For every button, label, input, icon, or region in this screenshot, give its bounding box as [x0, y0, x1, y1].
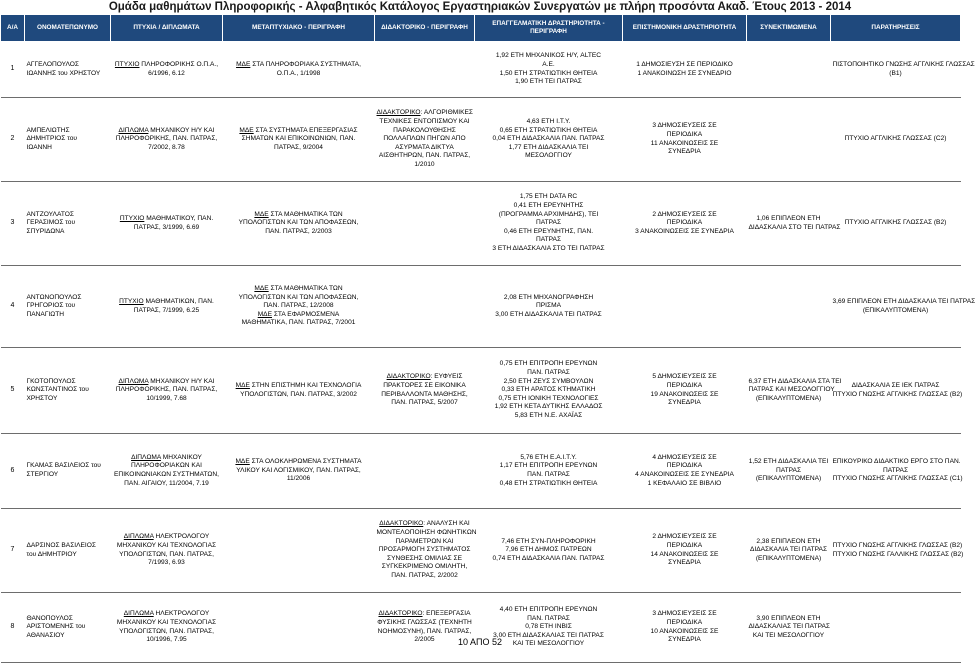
professional-line: ΜΕΣΟΛΟΓΓΙΟΥ: [525, 152, 572, 160]
masters-line: ΠΑΤΡΑΣ, 9/2004: [274, 143, 323, 151]
cell-scientific: [623, 266, 747, 348]
masters-line: ΜΔΕ ΣΤΗΝ ΕΠΙΣΤΗΜΗ ΚΑΙ ΤΕΧΝΟΛΟΓΙΑ: [235, 381, 362, 389]
phd-line: ΔΙΔΑΚΤΟΡΙΚΟ: ΑΝΑΛΥΣΗ ΚΑΙ: [379, 520, 470, 528]
qualifier-keyword: ΜΔΕ: [239, 126, 254, 134]
degrees-line: ΔΙΠΛΩΜΑ ΜΗΧΑΝΙΚΟΥ Η/Υ ΚΑΙ: [118, 126, 215, 134]
cell-professional: [475, 593, 623, 663]
qualifier-keyword: ΔΙΠΛΩΜΑ: [123, 533, 154, 541]
cell-degrees: [111, 98, 223, 182]
degrees-line: ΔΙΠΛΩΜΑ ΗΛΕΚΤΡΟΛΟΓΟΥ: [123, 533, 210, 541]
name-line: ΚΩΝΣΤΑΝΤΙΝΟΣ του: [26, 386, 89, 394]
qualifier-keyword: ΔΙΔΑΚΤΟΡΙΚΟ: [378, 610, 423, 618]
remarks-line: ΠΙΣΤΟΠΟΙΗΤΙΚΟ ΓΝΩΣΗΣ ΑΓΓΛΙΚΗΣ ΓΛΩΣΣΑΣ: [832, 60, 975, 68]
masters-line: ΜΔΕ ΣΤΑ ΜΑΘΗΜΑΤΙΚΑ ΤΩΝ: [254, 210, 343, 218]
scientific-line: 4 ΑΝΑΚΟΙΝΩΣΕΙΣ ΣΕ ΣΥΝΕΔΡΙΑ: [635, 471, 734, 478]
qualifier-keyword: ΜΔΕ: [257, 310, 272, 318]
qualifier-keyword: ΜΔΕ: [235, 458, 250, 466]
cell-phd: [375, 42, 475, 98]
scientific-line: ΣΥΝΕΔΡΙΑ: [668, 559, 701, 567]
remarks-line: ΕΠΙΚΟΥΡΙΚΟ ΔΙΔΑΚΤΙΚΟ ΕΡΓΟ ΣΤΟ ΠΑΝ.: [832, 458, 961, 466]
row-number: 5: [1, 348, 25, 434]
degrees-line: ΥΠΟΛΟΓΙΣΤΩΝ, ΠΑΝ. ΠΑΤΡΑΣ,: [119, 550, 214, 558]
cell-remarks: [831, 348, 961, 434]
cell-professional: [475, 434, 623, 509]
degrees-line: 10/1999, 7.68: [146, 394, 187, 402]
professional-line: ΠΑΝ. ΠΑΤΡΑΣ: [527, 614, 570, 622]
cell-masters: [223, 509, 375, 593]
professional-line: 1,92 ΕΤΗ ΜΗΧΑΝΙΚΟΣ Η/Υ, ALTEC: [495, 52, 602, 60]
degrees-line: ΠΤΥΧΙΟ ΠΛΗΡΟΦΟΡΙΚΗΣ Ο.Π.Α.,: [114, 60, 219, 68]
remarks-line: ΔΙΔΑΣΚΑΛΙΑ ΣΕ ΙΕΚ ΠΑΤΡΑΣ: [851, 381, 940, 389]
remarks-line: ΠΤΥΧΙΟ ΑΓΓΛΙΚΗΣ ΓΛΩΣΣΑΣ (Β2): [844, 219, 947, 227]
professional-line: 0,33 ΕΤΗ ΑΡΑΤΟΣ ΚΤΗΜΑΤΙΚΗ: [501, 386, 596, 394]
assessed-line: 2,38 ΕΠΙΠΛΕΟΝ ΕΤΗ: [756, 537, 821, 545]
masters-line: ΣΗΜΑΤΩΝ ΚΑΙ ΕΠΙΚΟΙΝΩΝΙΩΝ, ΠΑΝ.: [241, 135, 356, 143]
page-number: 10 ΑΠΟ 52: [457, 637, 503, 647]
professional-line: 0,78 ΕΤΗ ΙΝΒΙΣ: [525, 623, 572, 631]
professional-line: 0,48 ΕΤΗ ΣΤΡΑΤΙΩΤΙΚΗ ΘΗΤΕΙΑ: [499, 479, 598, 487]
header-cell-degrees: ΠΤΥΧΙΑ / ΔΙΠΛΩΜΑΤΑ: [111, 15, 223, 42]
qualifier-keyword: ΜΔΕ: [254, 210, 269, 218]
cell-degrees: [111, 593, 223, 663]
masters-line: ΥΠΟΛΟΓΙΣΤΩΝ ΚΑΙ ΤΩΝ ΑΠΟΦΑΣΕΩΝ,: [238, 293, 359, 301]
table-row: [1, 348, 961, 434]
cell-masters: [223, 593, 375, 663]
scientific-line: ΣΥΝΕΔΡΙΑ: [668, 148, 701, 156]
degrees-line: ΔΙΠΛΩΜΑ ΜΗΧΑΝΙΚΟΥ: [131, 453, 202, 461]
qualifier-keyword: ΔΙΠΛΩΜΑ: [123, 610, 154, 618]
name-line: ΑΝΤΩΝΟΠΟΥΛΟΣ: [26, 293, 82, 301]
qualifier-keyword: ΜΔΕ: [236, 60, 251, 68]
degrees-line: ΔΙΠΛΩΜΑ ΗΛΕΚΤΡΟΛΟΓΟΥ: [123, 610, 210, 618]
qualifier-keyword: ΠΤΥΧΙΟ: [119, 214, 145, 222]
phd-line: ΑΙΣΘΗΤΗΡΩΝ, ΠΑΝ. ΠΑΤΡΑΣ,: [378, 152, 471, 160]
remarks-line: ΠΑΤΡΑΣ: [882, 466, 909, 474]
row-number: 4: [1, 266, 25, 348]
cell-phd: [375, 98, 475, 182]
professional-line: 3,00 ΕΤΗ ΔΙΔΑΣΚΑΛΙΑΣ ΤΕΙ ΠΑΤΡΑΣ: [493, 631, 604, 639]
table-row: [1, 509, 961, 593]
assessed-line: (ΕΠΙΚΑΛΥΠΤΟΜΕΝΑ): [755, 394, 822, 402]
professional-line: ΚΑΙ ΤΕΙ ΜΕΣΟΛΟΓΓΙΟΥ: [512, 640, 585, 648]
row-number: 8: [1, 593, 25, 663]
cell-professional: [475, 182, 623, 266]
cell-degrees: [111, 434, 223, 509]
scientific-line: ΠΕΡΙΟΔΙΚΑ: [666, 381, 703, 389]
name-line: ΓΡΗΓΟΡΙΟΣ του: [26, 302, 76, 310]
cell-phd: [375, 434, 475, 509]
professional-line: 1,17 ΕΤΗ ΕΠΙΤΡΟΠΗ ΕΡΕΥΝΩΝ: [499, 462, 598, 470]
cell-masters: [223, 98, 375, 182]
scientific-line: ΠΕΡΙΟΔΙΚΑ: [666, 219, 703, 227]
header-cell-remarks: ΠΑΡΑΤΗΡΗΣΕΙΣ: [831, 15, 961, 42]
assessed-line: 1,06 ΕΠΙΠΛΕΟΝ ΕΤΗ: [756, 214, 821, 222]
name-line: ΓΕΡΑΣΙΜΟΣ του: [26, 219, 76, 227]
cell-name: [25, 182, 111, 266]
cell-scientific: [623, 434, 747, 509]
scientific-line: 3 ΔΗΜΟΣΙΕΥΣΕΙΣ ΣΕ: [652, 122, 717, 130]
remarks-line: (Β1): [889, 69, 902, 77]
professional-line: 1,50 ΕΤΗ ΣΤΡΑΤΙΩΤΙΚΗ ΘΗΤΕΙΑ: [499, 69, 598, 77]
degrees-line: ΠΑΤΡΑΣ, 3/1999, 6.69: [133, 223, 200, 231]
cell-name: [25, 593, 111, 663]
name-line: ΑΡΙΣΤΟΜΕΝΗΣ του: [26, 623, 86, 631]
row-number: 7: [1, 509, 25, 593]
professional-line: 4,63 ΕΤΗ Ι.Τ.Υ.: [526, 118, 571, 126]
remarks-line: (ΕΠΙΚΑΛΥΠΤΟΜΕΝΑ): [862, 306, 929, 314]
name-line: ΓΚΟΤΟΠΟΥΛΟΣ: [26, 377, 76, 385]
name-line: του ΔΗΜΗΤΡΙΟΥ: [26, 550, 77, 558]
scientific-line: 2 ΔΗΜΟΣΙΕΥΣΕΙΣ ΣΕ: [652, 210, 717, 218]
remarks-line: ΠΤΥΧΙΟ ΓΝΩΣΗΣ ΑΓΓΛΙΚΗΣ ΓΛΩΣΣΑΣ (Β2): [832, 541, 963, 549]
name-line: ΙΩΑΝΝΗΣ του ΧΡΗΣΤΟΥ: [26, 69, 101, 77]
cell-name: [25, 509, 111, 593]
scientific-line: ΣΥΝΕΔΡΙΑ: [668, 399, 701, 407]
cell-degrees: [111, 182, 223, 266]
scientific-line: ΠΕΡΙΟΔΙΚΑ: [666, 130, 703, 138]
cell-assessed: [747, 509, 831, 593]
name-line: ΑΝΤΖΟΥΛΑΤΟΣ: [26, 210, 74, 218]
qualifier-keyword: ΔΙΠΛΩΜΑ: [118, 126, 149, 134]
phd-line: ΠΑΝ. ΠΑΤΡΑΣ, 2/2002: [391, 571, 458, 579]
cell-assessed: [747, 98, 831, 182]
name-line: ΣΤΕΡΓΙΟΥ: [26, 471, 59, 478]
professional-line: ΠΑΝ. ΠΑΤΡΑΣ: [527, 369, 570, 377]
professional-line: 5,83 ΕΤΗ Ν.Ε. ΑΧΑΪΑΣ: [514, 411, 583, 419]
assessed-line: (ΕΠΙΚΑΛΥΠΤΟΜΕΝΑ): [755, 554, 822, 562]
cell-degrees: [111, 509, 223, 593]
professional-line: 5,76 ΕΤΗ Ε.Α.Ι.Τ.Υ.: [520, 453, 577, 461]
phd-line: ΠΑΡΑΜΕΤΡΩΝ ΚΑΙ: [395, 537, 454, 545]
scientific-line: ΠΕΡΙΟΔΙΚΑ: [666, 462, 703, 470]
cell-masters: [223, 266, 375, 348]
professional-line: 0,04 ΕΤΗ ΔΙΔΑΣΚΑΛΙΑ ΠΑΝ. ΠΑΤΡΑΣ: [492, 135, 605, 143]
cell-masters: [223, 348, 375, 434]
name-line: ΧΡΗΣΤΟΥ: [26, 394, 58, 402]
assessed-line: 6,37 ΕΤΗ ΔΙΔΑΣΚΑΛΙΑ ΣΤΑ ΤΕΙ: [748, 377, 842, 385]
assessed-line: ΠΑΤΡΑΣ: [775, 466, 802, 474]
professional-line: 2,08 ΕΤΗ ΜΗΧΑΝΟΓΡΑΦΗΣΗ: [503, 293, 594, 301]
masters-line: ΠΑΝ. ΠΑΤΡΑΣ, 12/2008: [263, 302, 334, 310]
table-row: [1, 593, 961, 663]
cell-name: [25, 434, 111, 509]
masters-line: ΜΑΘΗΜΑΤΙΚΑ, ΠΑΝ. ΠΑΤΡΑΣ, 7/2001: [241, 319, 356, 327]
header-cell-num: Α/Α: [1, 15, 25, 42]
cell-degrees: [111, 348, 223, 434]
qualifier-keyword: ΠΤΥΧΙΟ: [114, 60, 140, 68]
cell-masters: [223, 42, 375, 98]
professional-line: 7,46 ΕΤΗ ΣΥΝ-ΠΛΗΡΟΦΟΡΙΚΗ: [501, 537, 596, 545]
masters-line: 11/2006: [286, 475, 311, 483]
name-line: ΠΑΝΑΓΙΩΤΗ: [26, 310, 65, 318]
table-row: [1, 266, 961, 348]
cell-phd: [375, 593, 475, 663]
cell-remarks: [831, 434, 961, 509]
degrees-line: ΠΛΗΡΟΦΟΡΙΑΚΩΝ ΚΑΙ: [130, 462, 203, 470]
phd-line: 1/2010: [414, 160, 435, 168]
row-number: 6: [1, 434, 25, 509]
cell-name: [25, 42, 111, 98]
cell-assessed: [747, 593, 831, 663]
degrees-line: ΥΠΟΛΟΓΙΣΤΩΝ, ΠΑΝ. ΠΑΤΡΑΣ,: [119, 627, 214, 635]
assessed-line: ΔΙΔΑΣΚΑΛΙΑ ΣΤΟ ΤΕΙ ΠΑΤΡΑΣ: [748, 223, 841, 231]
remarks-line: ΠΤΥΧΙΟ ΑΓΓΛΙΚΗΣ ΓΛΩΣΣΑΣ (C2): [844, 135, 947, 143]
cell-assessed: [747, 348, 842, 434]
phd-line: ΝΟΗΜΟΣΥΝΗ), ΠΑΝ. ΠΑΤΡΑΣ,: [377, 627, 472, 635]
cell-masters: [223, 434, 375, 509]
cell-assessed: [747, 182, 841, 266]
cell-scientific: [623, 509, 747, 593]
professional-line: 0,46 ΕΤΗ ΕΡΕΥΝΗΤΗΣ, ΠΑΝ.: [503, 227, 594, 235]
cell-scientific: [623, 98, 747, 182]
masters-line: ΥΠΟΛΟΓΙΣΤΩΝ ΚΑΙ ΤΩΝ ΑΠΟΦΑΣΕΩΝ,: [238, 219, 359, 227]
masters-line: ΜΔΕ ΣΤΑ ΠΛΗΡΟΦΟΡΙΑΚΑ ΣΥΣΤΗΜΑΤΑ,: [236, 60, 361, 68]
remarks-line: ΠΤΥΧΙΟ ΓΝΩΣΗΣ ΓΑΛΛΙΚΗΣ ΓΛΩΣΣΑΣ (Β2): [832, 550, 964, 558]
professional-line: 7,96 ΕΤΗ ΔΗΜΟΣ ΠΑΤΡΕΩΝ: [505, 546, 592, 554]
table-row: [1, 182, 961, 266]
assessed-line: ΠΑΤΡΑΣ ΚΑΙ ΜΕΣΟΛΟΓΓΙΟΥ: [748, 386, 835, 394]
cell-remarks: [831, 509, 964, 593]
staff-table: [0, 14, 975, 663]
name-line: ΑΘΑΝΑΣΙΟΥ: [26, 631, 65, 639]
cell-professional: [475, 348, 623, 434]
masters-line: ΠΑΝ. ΠΑΤΡΑΣ, 2/2003: [265, 227, 332, 235]
phd-line: ΠΑΝ. ΠΑΤΡΑΣ, 5/2007: [391, 399, 458, 407]
cell-remarks: [831, 98, 961, 182]
cell-assessed: [747, 266, 831, 348]
name-line: ΓΚΑΜΑΣ ΒΑΣΙΛΕΙΟΣ του: [26, 462, 101, 470]
scientific-line: ΠΕΡΙΟΔΙΚΑ: [666, 618, 703, 626]
cell-masters: [223, 182, 375, 266]
cell-assessed: [747, 434, 831, 509]
phd-line: ΔΙΔΑΚΤΟΡΙΚΟ: ΕΠΕΞΕΡΓΑΣΙΑ: [378, 610, 471, 618]
header-cell-scientific: ΕΠΙΣΤΗΜΟΝΙΚΗ ΔΡΑΣΤΗΡΙΟΤΗΤΑ: [623, 15, 747, 42]
header-cell-professional: ΕΠΑΓΓΕΛΜΑΤΙΚΗ ΔΡΑΣΤΗΡΙΟΤΗΤΑ - ΠΕΡΙΓΡΑΦΗ: [475, 15, 623, 42]
masters-line: ΜΔΕ ΣΤΑ ΕΦΑΡΜΟΣΜΕΝΑ: [257, 310, 340, 318]
name-line: ΣΠΥΡΙΔΩΝΑ: [26, 227, 65, 235]
phd-line: ΣΥΓΚΕΚΡΙΜΕΝΟ ΟΜΙΛΗΤΗ,: [381, 563, 468, 571]
name-line: ΑΜΠΕΛΙΩΤΗΣ: [26, 126, 70, 134]
cell-assessed: [747, 42, 831, 98]
remarks-line: ΠΤΥΧΙΟ ΓΝΩΣΗΣ ΑΓΓΛΙΚΗΣ ΓΛΩΣΣΑΣ (C1): [832, 475, 963, 483]
cell-remarks: [831, 182, 961, 266]
cell-scientific: [623, 593, 747, 663]
scientific-line: 14 ΑΝΑΚΟΙΝΩΣΕΙΣ ΣΕ: [650, 550, 719, 558]
name-line: ΑΓΓΕΛΟΠΟΥΛΟΣ: [26, 60, 80, 68]
cell-name: [25, 98, 111, 182]
professional-line: 0,74 ΕΤΗ ΔΙΔΑΣΚΑΛΙΑ ΠΑΝ. ΠΑΤΡΑΣ: [492, 554, 605, 562]
cell-degrees: [111, 266, 223, 348]
cell-scientific: [623, 348, 747, 434]
masters-line: ΥΛΙΚΟΥ ΚΑΙ ΛΟΓΙΣΜΙΚΟΥ, ΠΑΝ. ΠΑΤΡΑΣ,: [236, 466, 361, 474]
degrees-line: ΠΑΝ. ΑΙΓΑΙΟΥ, 11/2004, 7.19: [124, 479, 209, 487]
scientific-line: 19 ΑΝΑΚΟΙΝΩΣΕΙΣ ΣΕ: [650, 390, 719, 398]
row-number: 1: [1, 42, 25, 98]
scientific-line: 1 ΔΗΜΟΣΙΕΥΣΗ ΣΕ ΠΕΡΙΟΔΙΚΟ: [636, 60, 733, 68]
degrees-line: ΜΗΧΑΝΙΚΟΥ ΚΑΙ ΤΕΧΝΟΛΟΓΙΑΣ: [116, 541, 217, 549]
phd-line: ΦΥΣΙΚΗΣ ΓΛΩΣΣΑΣ (ΤΕΧΝΗΤΗ: [377, 618, 472, 626]
cell-remarks: [831, 42, 975, 98]
assessed-line: (ΕΠΙΚΑΛΥΠΤΟΜΕΝΑ): [755, 475, 822, 483]
cell-phd: [375, 182, 475, 266]
phd-line: ΑΣΥΡΜΑΤΑ ΔΙΚΤΥΑ: [395, 143, 454, 151]
scientific-line: 11 ΑΝΑΚΟΙΝΩΣΕΙΣ ΣΕ: [650, 139, 719, 147]
cell-scientific: [623, 42, 747, 98]
masters-line: ΜΔΕ ΣΤΑ ΜΑΘΗΜΑΤΙΚΑ ΤΩΝ: [254, 285, 343, 293]
header-cell-phd: ΔΙΔΑΚΤΟΡΙΚΟ - ΠΕΡΙΓΡΑΦΗ: [375, 15, 475, 42]
degrees-line: ΔΙΠΛΩΜΑ ΜΗΧΑΝΙΚΟΥ Η/Υ ΚΑΙ: [118, 377, 215, 385]
scientific-line: ΠΕΡΙΟΔΙΚΑ: [666, 541, 703, 549]
professional-line: 0,41 ΕΤΗ ΕΡΕΥΝΗΤΗΣ: [513, 202, 584, 210]
degrees-line: ΜΗΧΑΝΙΚΟΥ ΚΑΙ ΤΕΧΝΟΛΟΓΙΑΣ: [116, 618, 217, 626]
header-cell-assessed: ΣΥΝΕΚΤΙΜΩΜΕΝΑ: [747, 15, 831, 42]
assessed-line: 1,52 ΕΤΗ ΔΙΔΑΣΚΑΛΙΑ ΤΕΙ: [748, 458, 829, 466]
professional-line: 0,75 ΕΤΗ ΙΟΝΙΚΗ ΤΕΧΝΟΛΟΓΙΕΣ: [498, 394, 599, 402]
name-line: ΘΑΝΟΠΟΥΛΟΣ: [26, 614, 73, 622]
degrees-line: ΠΑΤΡΑΣ, 7/1999, 6.25: [133, 306, 200, 314]
cell-name: [25, 348, 111, 434]
qualifier-keyword: ΔΙΔΑΚΤΟΡΙΚΟ: [386, 373, 431, 381]
row-number: 3: [1, 182, 25, 266]
scientific-line: 4 ΔΗΜΟΣΙΕΥΣΕΙΣ ΣΕ: [652, 453, 717, 461]
cell-phd: [375, 348, 475, 434]
phd-line: ΣΥΝΘΕΣΗΣ ΟΜΙΛΙΑΣ ΣΕ: [387, 554, 462, 562]
name-line: ΔΗΜΗΤΡΙΟΣ του: [26, 135, 77, 143]
scientific-line: 1 ΚΕΦΑΛΑΙΟ ΣΕ ΒΙΒΛΙΟ: [647, 479, 722, 487]
professional-line: 0,65 ΕΤΗ ΣΤΡΑΤΙΩΤΙΚΗ ΘΗΤΕΙΑ: [499, 126, 598, 134]
assessed-line: ΚΑΙ ΤΕΙ ΜΕΣΟΛΟΓΓΙΟΥ: [752, 631, 825, 639]
professional-line: 1,77 ΕΤΗ ΔΙΔΑΣΚΑΛΙΑ ΤΕΙ: [508, 143, 589, 151]
cell-degrees: [111, 42, 223, 98]
phd-line: ΔΙΔΑΚΤΟΡΙΚΟ: ΕΥΦΥΕΙΣ: [386, 373, 463, 381]
professional-line: ΠΑΤΡΑΣ: [535, 236, 562, 244]
professional-line: 2,50 ΕΤΗ ΖΕΥΣ ΣΥΜΒΟΥΛΩΝ: [503, 377, 594, 385]
scientific-line: 2 ΔΗΜΟΣΙΕΥΣΕΙΣ ΣΕ: [652, 533, 717, 541]
professional-line: 3 ΕΤΗ ΔΙΔΑΣΚΑΛΙΑ ΣΤΟ ΤΕΙ ΠΑΤΡΑΣ: [492, 244, 605, 252]
degrees-line: 7/2002, 8.78: [148, 143, 185, 151]
phd-line: ΠΡΑΚΤΟΡΕΣ ΣΕ ΕΙΚΟΝΙΚΑ: [383, 381, 466, 389]
row-number: 2: [1, 98, 25, 182]
header-cell-masters: ΜΕΤΑΠΤΥΧΙΑΚΟ - ΠΕΡΙΓΡΑΦΗ: [223, 15, 375, 42]
masters-line: ΜΔΕ ΣΤΑ ΣΥΣΤΗΜΑΤΑ ΕΠΕΞΕΡΓΑΣΙΑΣ: [239, 126, 358, 134]
assessed-line: ΔΙΔΑΣΚΑΛΙΑΣ ΤΕΙ ΠΑΤΡΑΣ: [748, 623, 831, 631]
scientific-line: 3 ΑΝΑΚΟΙΝΩΣΕΙΣ ΣΕ ΣΥΝΕΔΡΙΑ: [635, 227, 734, 235]
masters-line: ΜΔΕ ΣΤΑ ΟΛΟΚΛΗΡΩΜΕΝΑ ΣΥΣΤΗΜΑΤΑ: [235, 458, 362, 466]
header-cell-name: ΟΝΟΜΑΤΕΠΩΝΥΜΟ: [25, 15, 111, 42]
cell-remarks: [831, 266, 975, 348]
cell-professional: [475, 509, 623, 593]
degrees-line: ΠΛΗΡΟΦΟΡΙΚΗΣ, ΠΑΝ. ΠΑΤΡΑΣ,: [115, 135, 218, 143]
cell-remarks: [831, 593, 961, 663]
phd-line: ΔΙΔΑΚΤΟΡΙΚΟ: ΑΛΓΟΡΙΘΜΙΚΕΣ: [376, 109, 473, 117]
table-row: [1, 98, 961, 182]
phd-line: ΤΕΧΝΙΚΕΣ ΕΝΤΟΠΙΣΜΟΥ ΚΑΙ: [379, 118, 470, 126]
phd-line: 2/2005: [414, 636, 435, 644]
assessed-line: 3,90 ΕΠΙΠΛΕΟΝ ΕΤΗ: [756, 614, 821, 622]
phd-line: ΜΟΝΤΕΛΟΠΟΙΗΣΗ ΦΩΝΗΤΙΚΩΝ: [376, 529, 477, 537]
professional-line: Α.Ε.: [542, 60, 555, 68]
degrees-line: ΠΛΗΡΟΦΟΡΙΚΗΣ, ΠΑΝ. ΠΑΤΡΑΣ,: [115, 386, 218, 394]
professional-line: 1,75 ΕΤΗ DATA RC: [519, 193, 578, 201]
degrees-line: ΠΤΥΧΙΟ ΜΑΘΗΜΑΤΙΚΟΥ, ΠΑΝ.: [119, 214, 214, 222]
degrees-line: ΠΤΥΧΙΟ ΜΑΘΗΜΑΤΙΚΩΝ, ΠΑΝ.: [119, 297, 214, 305]
cell-professional: [475, 266, 623, 348]
scientific-line: ΣΥΝΕΔΡΙΑ: [668, 636, 701, 644]
qualifier-keyword: ΔΙΠΛΩΜΑ: [118, 377, 149, 385]
scientific-line: 5 ΔΗΜΟΣΙΕΥΣΕΙΣ ΣΕ: [652, 373, 717, 381]
phd-line: ΠΡΟΣΑΡΜΟΓΗ ΣΥΣΤΗΜΑΤΟΣ: [378, 546, 471, 554]
cell-phd: [375, 509, 475, 593]
assessed-line: ΔΙΔΑΣΚΑΛΙΑ ΤΕΙ ΠΑΤΡΑΣ: [749, 546, 828, 554]
header-row: [1, 15, 961, 42]
cell-professional: [475, 42, 623, 98]
name-line: ΔΑΡΣΙΝΟΣ ΒΑΣΙΛΕΙΟΣ: [26, 541, 96, 549]
professional-line: 0,75 ΕΤΗ ΕΠΙΤΡΟΠΗ ΕΡΕΥΝΩΝ: [499, 360, 598, 368]
professional-line: ΠΡΙΣΜΑ: [536, 302, 561, 310]
phd-line: ΠΟΛΛΑΠΛΩΝ ΠΗΓΩΝ ΑΠΟ: [383, 135, 466, 143]
masters-line: Ο.Π.Α., 1/1998: [276, 69, 321, 77]
professional-line: 3,00 ΕΤΗ ΔΙΔΑΣΚΑΛΙΑ ΤΕΙ ΠΑΤΡΑΣ: [495, 310, 602, 318]
qualifier-keyword: ΜΔΕ: [254, 285, 269, 293]
qualifier-keyword: ΔΙΔΑΚΤΟΡΙΚΟ: [376, 109, 421, 117]
table-row: [1, 42, 961, 98]
remarks-line: 3,69 ΕΠΙΠΛΕΟΝ ΕΤΗ ΔΙΔΑΣΚΑΛΙΑ ΤΕΙ ΠΑΤΡΑΣ: [832, 297, 975, 305]
phd-line: ΠΑΡΑΚΟΛΟΥΘΗΣΗΣ: [393, 126, 456, 134]
degrees-line: 10/1996, 7.95: [146, 636, 187, 644]
remarks-line: ΠΤΥΧΙΟ ΓΝΩΣΗΣ ΑΓΓΛΙΚΗΣ ΓΛΩΣΣΑΣ (Β2): [832, 390, 963, 398]
table-row: [1, 434, 961, 509]
degrees-line: ΕΠΙΚΟΙΝΩΝΙΑΚΩΝ ΣΥΣΤΗΜΑΤΩΝ,: [114, 471, 219, 478]
professional-line: ΠΑΝ. ΠΑΤΡΑΣ: [527, 471, 570, 478]
professional-line: 1,92 ΕΤΗ ΚΕΤΑ ΔΥΤΙΚΗΣ ΕΛΛΑΔΟΣ: [494, 403, 603, 411]
cell-professional: [475, 98, 623, 182]
professional-line: 4,40 ΕΤΗ ΕΠΙΤΡΟΠΗ ΕΡΕΥΝΩΝ: [499, 606, 598, 614]
qualifier-keyword: ΔΙΔΑΚΤΟΡΙΚΟ: [379, 520, 424, 528]
qualifier-keyword: ΔΙΠΛΩΜΑ: [131, 453, 161, 461]
scientific-line: 1 ΑΝΑΚΟΙΝΩΣΗ ΣΕ ΣΥΝΕΔΡΙΟ: [637, 69, 732, 77]
scientific-line: 3 ΔΗΜΟΣΙΕΥΣΕΙΣ ΣΕ: [652, 610, 717, 618]
degrees-line: 7/1993, 6.93: [148, 559, 185, 567]
document-title: Ομάδα μαθημάτων Πληροφορικής - Αλφαβητικός Κατάλογος Εργαστηριακών Συνεργατών με πλήρη προσόντα Ακαδ. Έτους 2013 - 2014: [108, 1, 852, 13]
masters-line: ΥΠΟΛΟΓΙΣΤΩΝ, ΠΑΝ. ΠΑΤΡΑΣ, 3/2002: [240, 390, 357, 398]
professional-line: (ΠΡΟΓΡΑΜΜΑ ΑΡΧΙΜΗΔΗΣ), ΤΕΙ: [498, 210, 599, 218]
professional-line: 1,90 ΕΤΗ ΤΕΙ ΠΑΤΡΑΣ: [515, 78, 582, 86]
cell-scientific: [623, 182, 747, 266]
table-body: [1, 42, 975, 663]
cell-name: [25, 266, 111, 348]
qualifier-keyword: ΠΤΥΧΙΟ: [119, 297, 144, 305]
scientific-line: 10 ΑΝΑΚΟΙΝΩΣΕΙΣ ΣΕ: [650, 627, 719, 635]
name-line: ΙΩΑΝΝΗ: [26, 143, 52, 151]
qualifier-keyword: ΜΔΕ: [235, 381, 250, 389]
cell-phd: [375, 266, 475, 348]
professional-line: ΠΑΤΡΑΣ: [535, 219, 562, 227]
degrees-line: 6/1996, 6.12: [148, 69, 185, 77]
phd-line: ΠΕΡΙΒΑΛΛΟΝΤΑ ΜΑΘΗΣΗΣ,: [381, 390, 468, 398]
